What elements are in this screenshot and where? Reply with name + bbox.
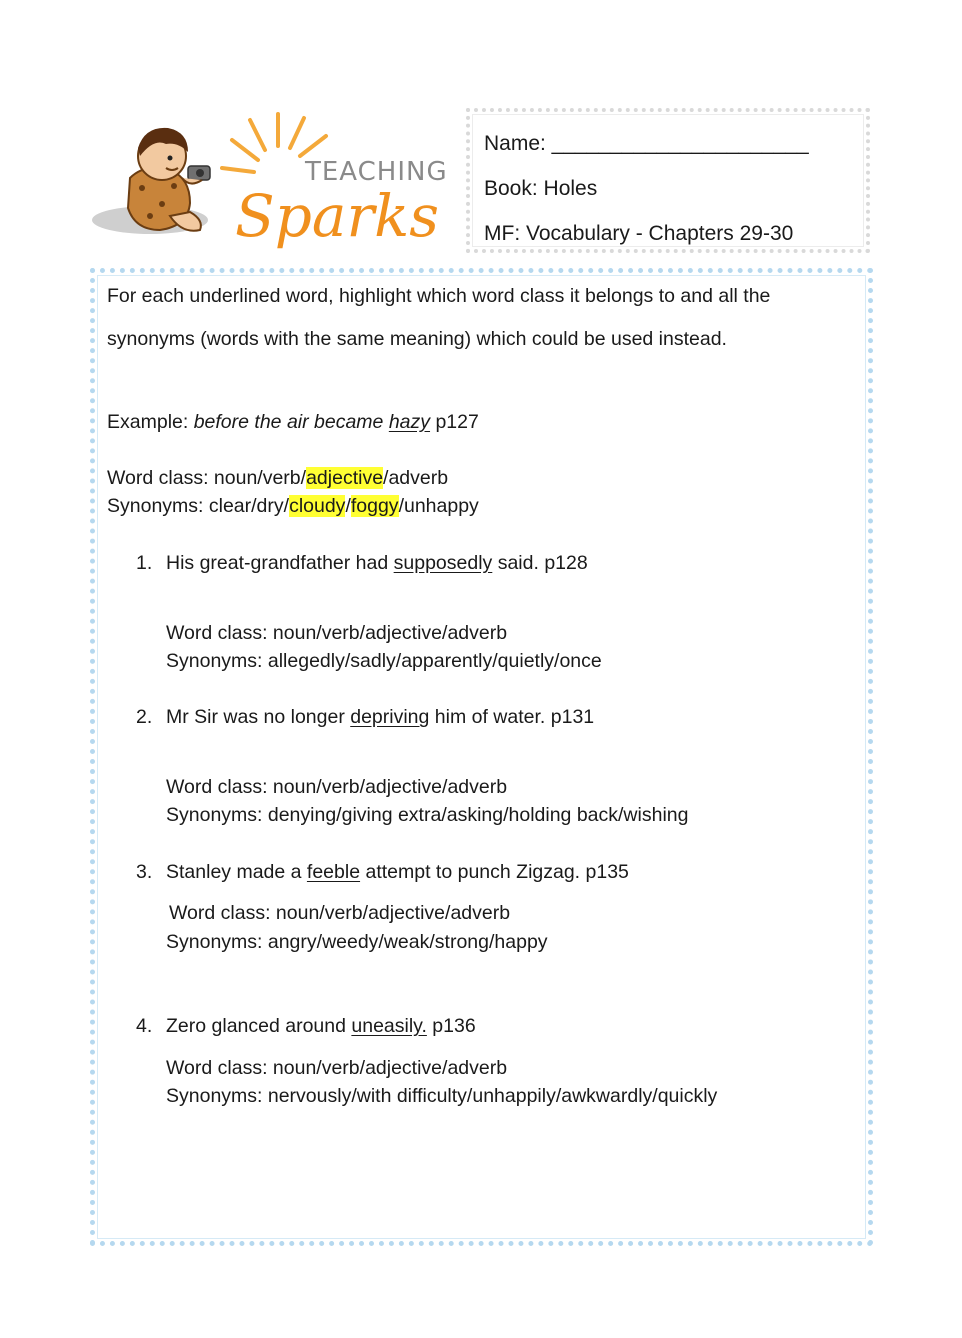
logo-graphic xyxy=(90,108,450,258)
example-syn-label: Synonyms: clear/dry/ xyxy=(107,495,290,517)
logo-text-teaching: TEACHING xyxy=(305,157,448,187)
question-3-word: feeble xyxy=(306,861,361,883)
question-2-after: him of water. p131 xyxy=(429,706,595,728)
question-2-number: 2. xyxy=(136,706,153,728)
question-4-synonyms[interactable]: Synonyms: nervously/with difficulty/unhappily/awkwardly/quickly xyxy=(166,1085,718,1107)
highlight-cloudy: cloudy xyxy=(289,495,346,517)
name-field[interactable]: Name: ______________________ xyxy=(484,132,809,155)
logo-text-sparks: Sparks xyxy=(235,182,440,250)
question-4-word: uneasily. xyxy=(351,1015,427,1037)
example-sentence xyxy=(107,408,479,436)
book-title: Book: Holes xyxy=(484,177,598,200)
question-2-word: depriving xyxy=(350,706,430,728)
question-2-before: Mr Sir was no longer xyxy=(166,706,351,728)
worksheet-title: MF: Vocabulary - Chapters 29-30 xyxy=(484,222,794,245)
question-4-word-class[interactable]: Word class: noun/verb/adjective/adverb xyxy=(166,1057,508,1079)
question-4-number: 4. xyxy=(136,1015,153,1037)
instructions-line-2: synonyms (words with the same meaning) which could be used instead. xyxy=(107,328,727,350)
example-phrase: before the air became xyxy=(193,411,389,433)
question-4-sentence xyxy=(166,1012,476,1040)
question-1-after: said. p128 xyxy=(492,552,588,574)
question-3-after: attempt to punch Zigzag. p135 xyxy=(360,861,629,883)
example-wc-after: /adverb xyxy=(383,467,449,489)
question-3-number: 3. xyxy=(136,861,153,883)
question-2-synonyms[interactable]: Synonyms: denying/giving extra/asking/holding back/wishing xyxy=(166,804,689,826)
highlight-foggy: foggy xyxy=(350,495,399,517)
question-1-word-class[interactable]: Word class: noun/verb/adjective/adverb xyxy=(166,622,508,644)
question-3-sentence xyxy=(166,858,629,886)
question-1-sentence xyxy=(166,549,588,577)
example-synonyms xyxy=(107,492,479,520)
question-1-number: 1. xyxy=(136,552,153,574)
example-word-class xyxy=(107,464,448,492)
question-2-word-class[interactable]: Word class: noun/verb/adjective/adverb xyxy=(166,776,508,798)
student-info-box xyxy=(466,108,870,253)
instructions-line-1: For each underlined word, highlight which word class it belongs to and all the xyxy=(107,285,771,307)
question-3-before: Stanley made a xyxy=(166,861,307,883)
question-4-after: p136 xyxy=(426,1015,476,1037)
question-1-synonyms[interactable]: Synonyms: allegedly/sadly/apparently/quietly/once xyxy=(166,650,602,672)
question-1-word: supposedly xyxy=(393,552,493,574)
question-3-synonyms[interactable]: Synonyms: angry/weedy/weak/strong/happy xyxy=(166,931,548,953)
question-4-before: Zero glanced around xyxy=(166,1015,352,1037)
example-underlined-word: hazy xyxy=(388,411,431,433)
teaching-sparks-logo xyxy=(90,108,450,258)
question-1-before: His great-grandfather had xyxy=(166,552,394,574)
question-2-sentence xyxy=(166,703,594,731)
example-page: p127 xyxy=(430,411,479,433)
example-prefix: Example: xyxy=(107,411,194,433)
question-3-word-class[interactable]: Word class: noun/verb/adjective/adverb xyxy=(169,902,511,924)
example-wc-label: Word class: noun/verb/ xyxy=(107,467,307,489)
example-syn-after: /unhappy xyxy=(398,495,479,517)
highlight-adjective: adjective xyxy=(306,467,384,489)
example-syn-sep: / xyxy=(345,495,351,517)
